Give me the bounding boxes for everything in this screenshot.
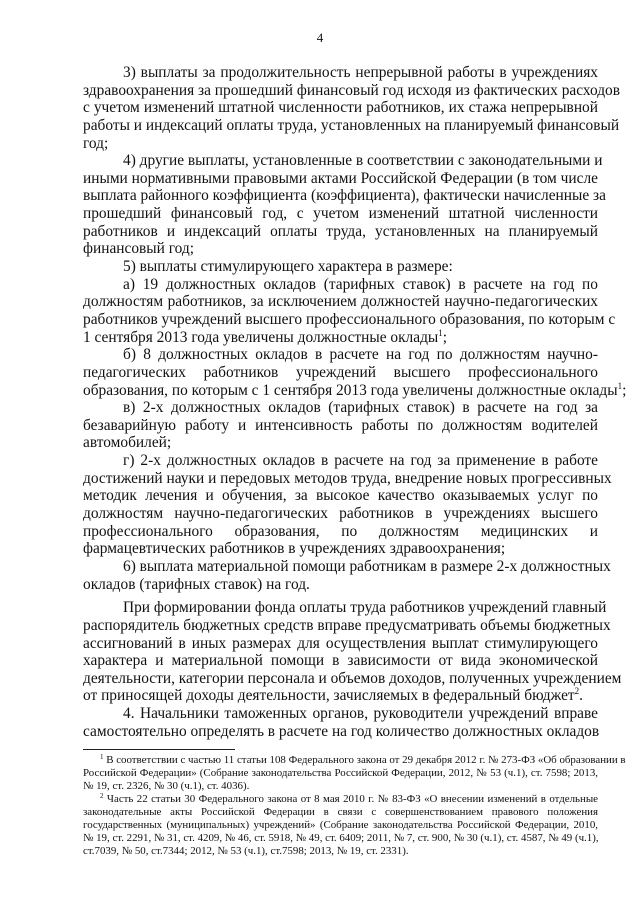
document-body (83, 64, 627, 740)
text-line: достижений науки и передовых методов труда, внедрение новых прогрессивных (83, 469, 612, 487)
text-line: образования, по которым с 1 сентября 2013 года увеличены должностные оклады$^1$; (83, 380, 627, 399)
text-line: 3) выплаты за продолжительность непрерывной работы в учреждениях (123, 64, 598, 81)
text-line: выплата районного коэффициента (коэффициента), фактически начисленные за (83, 187, 606, 205)
text-line: методик лечения и обучения, за высокое качество оказываемых услуг по (83, 487, 598, 505)
text-line: иными нормативными правовыми актами Российской Федерации (в том числе (83, 169, 598, 187)
text-line: с учетом изменений штатной численности работников, их стажа непрерывной (83, 99, 598, 117)
paragraph (83, 399, 598, 452)
text-line: характера и материальной помощи в зависимости от вида экономической (83, 652, 598, 670)
text-line: должностям работников, за исключением должностей научно-педагогических (83, 293, 598, 311)
text-line: окладов (тарифных ставок) на год. (83, 575, 310, 593)
text-line: ассигнований в иных размерах для осуществления выплат стимулирующего (83, 634, 598, 652)
footnote-mark: 2 (100, 792, 104, 800)
text-line: 4) другие выплаты, установленные в соответствии с законодательными и (123, 152, 603, 170)
paragraph (83, 705, 598, 740)
footnote-line: законодательные акты Российской Федерации в связи с совершенствованием правового положения (83, 806, 598, 818)
text-line: а) 19 должностных окладов (тарифных ставок) в расчете на год по (123, 275, 598, 293)
paragraph (83, 452, 612, 558)
paragraph (83, 346, 627, 399)
text-line: от приносящей доходы деятельности, зачисляемых в федеральный бюджет$^2$. (83, 686, 583, 705)
footnote-ref: 1 (617, 380, 623, 391)
text-line: распорядитель бюджетных средств вправе предусматривать объемы бюджетных (83, 616, 611, 634)
footnote-line: ст.7039, № 50, ст.7344; 2012, № 53 (ч.1), ст.7598; 2013, № 19, ст. 2331). (83, 845, 409, 857)
text-line: самостоятельно определять в расчете на год количество должностных окладов (83, 722, 600, 740)
text-line: 1 сентября 2013 года увеличены должностные оклады$^1$; (83, 327, 448, 346)
paragraph (83, 64, 621, 152)
footnote-mark: 1 (100, 753, 104, 761)
text-line: 5) выплаты стимулирующего характера в размере: (123, 258, 453, 276)
text-line: в) 2-х должностных окладов (тарифных ставок) в расчете на год за (123, 399, 598, 417)
text-line: год; (83, 134, 109, 152)
text-line: г) 2-х должностных окладов в расчете на год за применение в работе (123, 452, 598, 470)
text-line: 6) выплата материальной помощи работникам в размере 2-х должностных (123, 557, 611, 575)
paragraph (83, 152, 606, 258)
text-line: автомобилей; (83, 434, 172, 452)
page-number: 4 (316, 30, 324, 45)
footnote-line: $^1$ В соответствии с частью 11 статьи 108 Федерального закона от 29 декабря 2012 г. № 273-ФЗ «Об образовании в (100, 753, 626, 766)
footnote-line: государственных (муниципальных) учреждений» (Собрание законодательства Российской Федерации, 2010, (83, 819, 598, 831)
footnote-separator (83, 749, 235, 750)
footnote-line: Российской Федерации» (Собрание законодательства Российской Федерации, 2012, № 53 (ч.1), ст. 7598; 2013, (83, 767, 598, 779)
footnote (83, 793, 598, 858)
text-line: 4. Начальники таможенных органов, руководители учреждений вправе (123, 705, 598, 723)
text-line: работников учреждений высшего профессионального образования, по которым с (83, 310, 616, 328)
text-line: работников и индексаций оплаты труда, установленных на планируемый (83, 222, 598, 240)
paragraph (83, 275, 616, 347)
text-line: прошедший финансовый год, с учетом изменений штатной численности (83, 205, 598, 223)
text-line: работы и индексаций оплаты труда, установленных на планируемый финансовый (83, 116, 620, 134)
text-line: здравоохранения за прошедший финансовый год исходя из фактических расходов (83, 81, 621, 99)
paragraph (83, 557, 611, 593)
text-line: фармацевтических работников в учреждениях здравоохранения; (83, 540, 506, 558)
text-line: финансовый год; (83, 240, 195, 258)
text-line: б) 8 должностных окладов в расчете на год по должностям научно- (123, 346, 598, 364)
footnote-ref: 2 (574, 686, 580, 697)
text-line: должностям научно-педагогических работников в учреждениях высшего (83, 505, 598, 523)
footnote-ref: 1 (438, 327, 443, 338)
footnotes (83, 753, 626, 858)
text-line: При формировании фонда оплаты труда работников учреждений главный (123, 599, 607, 617)
paragraph (83, 258, 598, 276)
footnote-line: № 19, ст. 2291, № 31, ст. 4209, № 46, ст. 5918, № 49, ст. 6409; 2011, № 7, ст. 900, № 30 (ч.1), ст. 4587, № 49 (ч.1), (83, 832, 599, 844)
footnote (83, 753, 626, 793)
text-line: профессионального образования, по должностям медицинских и (83, 522, 598, 540)
footnote-line: $^2$ Часть 22 статьи 30 Федерального закона от 8 мая 2010 г. № 83-ФЗ «О внесении изменений в отдельные (100, 792, 598, 805)
text-line: педагогических работников учреждений высшего профессионального (83, 363, 598, 381)
footnote-line: № 19, ст. 2326, № 30 (ч.1), ст. 4036). (83, 780, 250, 792)
text-line: деятельности, категории персонала и объемов доходов, полученных учреждением (83, 669, 622, 687)
text-line: безаварийную работу и интенсивность работы по должностям водителей (83, 416, 598, 434)
paragraph (83, 599, 622, 705)
